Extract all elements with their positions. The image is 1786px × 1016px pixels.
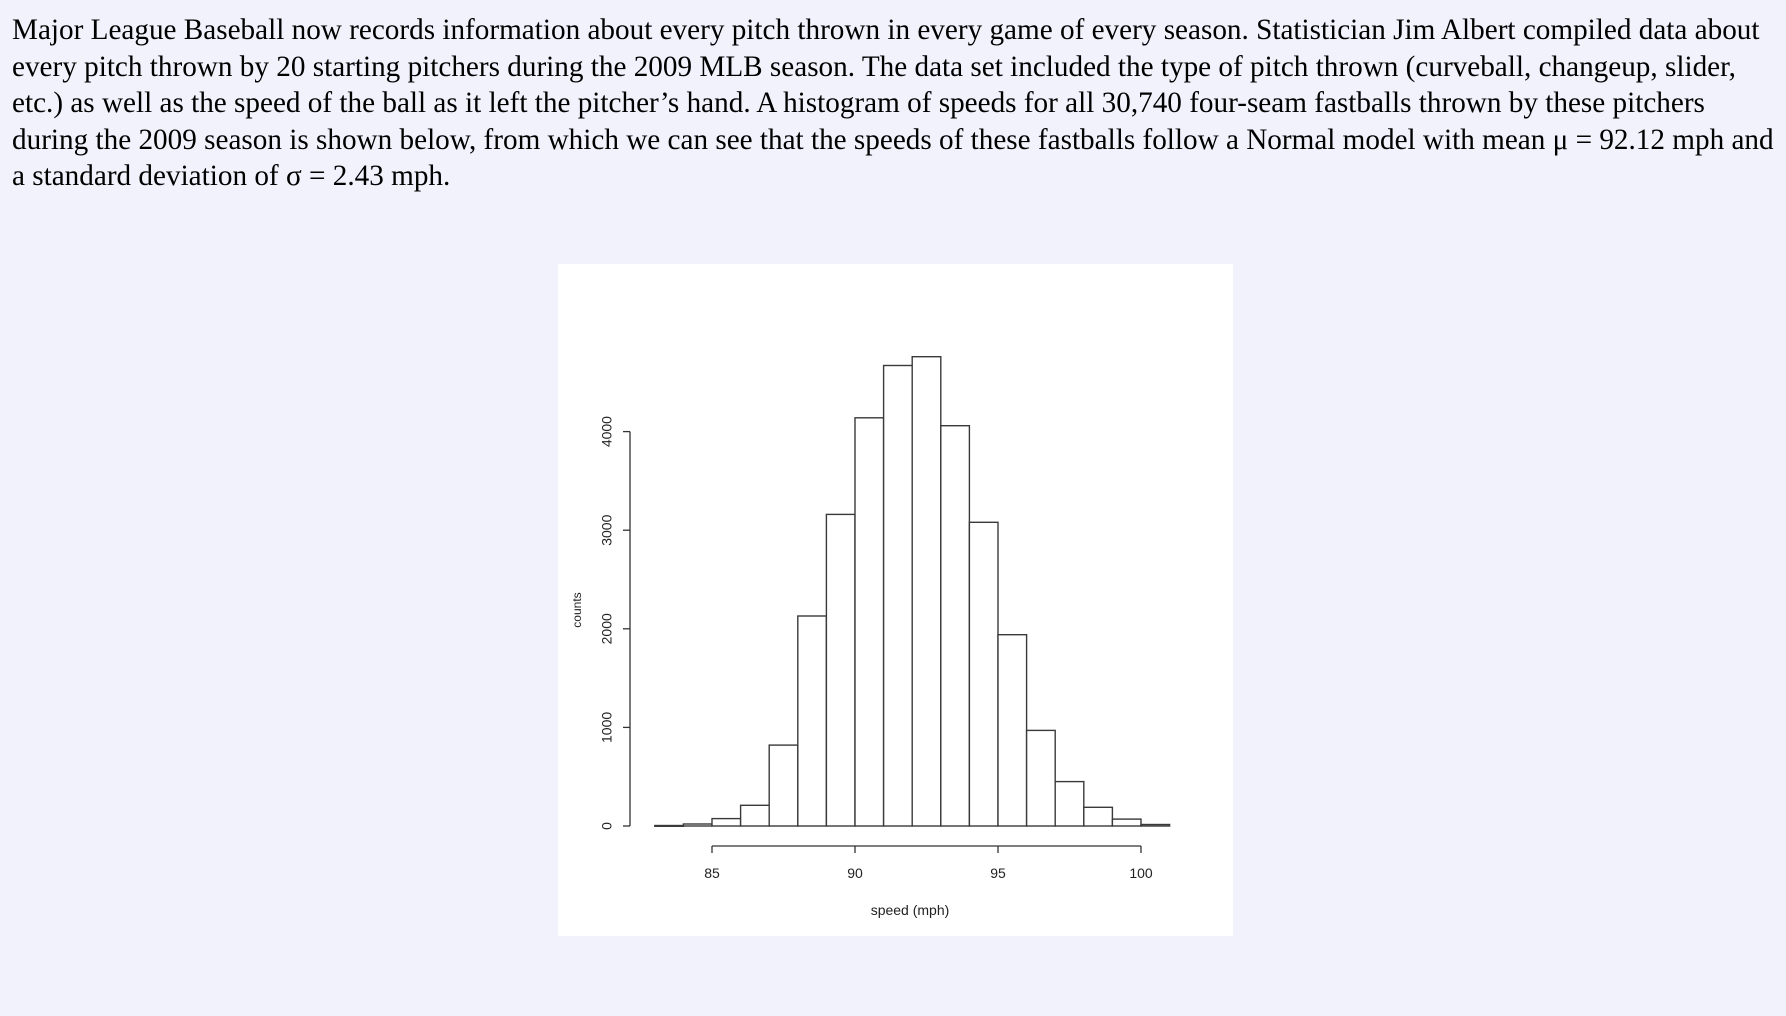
- y-axis-label: counts: [570, 592, 585, 628]
- histogram-bar: [941, 426, 970, 826]
- x-ticks: [704, 846, 1153, 881]
- histogram-bar: [998, 635, 1027, 826]
- x-tick-label: 95: [990, 865, 1006, 881]
- histogram-bar: [1141, 825, 1170, 827]
- x-axis-label: speed (mph): [870, 902, 950, 918]
- histogram-bar: [741, 805, 770, 826]
- histogram-bar: [1055, 782, 1084, 826]
- y-ticks: [599, 416, 630, 830]
- histogram-figure: [558, 264, 1233, 936]
- histogram-bar: [969, 522, 998, 826]
- x-tick-label: 100: [1129, 865, 1153, 881]
- speed-histogram: [558, 264, 1233, 936]
- x-axis: [704, 846, 1153, 881]
- histogram-bar: [769, 745, 798, 826]
- histogram-bar: [1084, 807, 1113, 826]
- histogram-bar: [1112, 819, 1141, 826]
- histogram-bar: [826, 514, 855, 826]
- y-tick-label: 2000: [598, 613, 615, 645]
- y-tick-label: 0: [598, 822, 615, 830]
- y-axis: [599, 416, 630, 830]
- y-tick-label: 4000: [598, 416, 615, 448]
- histogram-bar: [683, 824, 712, 826]
- problem-statement: Major League Baseball now records information about every pitch thrown in every game of every season. Statistician Jim Albert compiled data about every pitch thrown by 20 starting pitchers during the 2009 MLB season. The data set included the type of pitch thrown (curveball, changeup, slider, etc.) as well as the speed of the ball as it left the pitcher’s hand. A histogram of speeds for all 30,740 four-seam fastballs thrown by these pitchers during the 2009 season is shown below, from which we can see that the speeds of these fastballs follow a Normal model with mean μ = 92.12 mph and a standard deviation of σ = 2.43 mph.: [12, 14, 1774, 192]
- histogram-bar: [1027, 730, 1056, 826]
- y-tick-label: 3000: [598, 514, 615, 546]
- bars: [655, 357, 1170, 827]
- histogram-bar: [855, 418, 884, 826]
- x-tick-label: 85: [704, 865, 720, 881]
- histogram-bar: [912, 357, 941, 826]
- histogram-bar: [712, 819, 741, 826]
- y-tick-label: 1000: [598, 711, 615, 743]
- histogram-bar: [798, 616, 827, 826]
- histogram-bar: [655, 826, 684, 827]
- x-tick-label: 90: [847, 865, 863, 881]
- histogram-bar: [884, 366, 913, 827]
